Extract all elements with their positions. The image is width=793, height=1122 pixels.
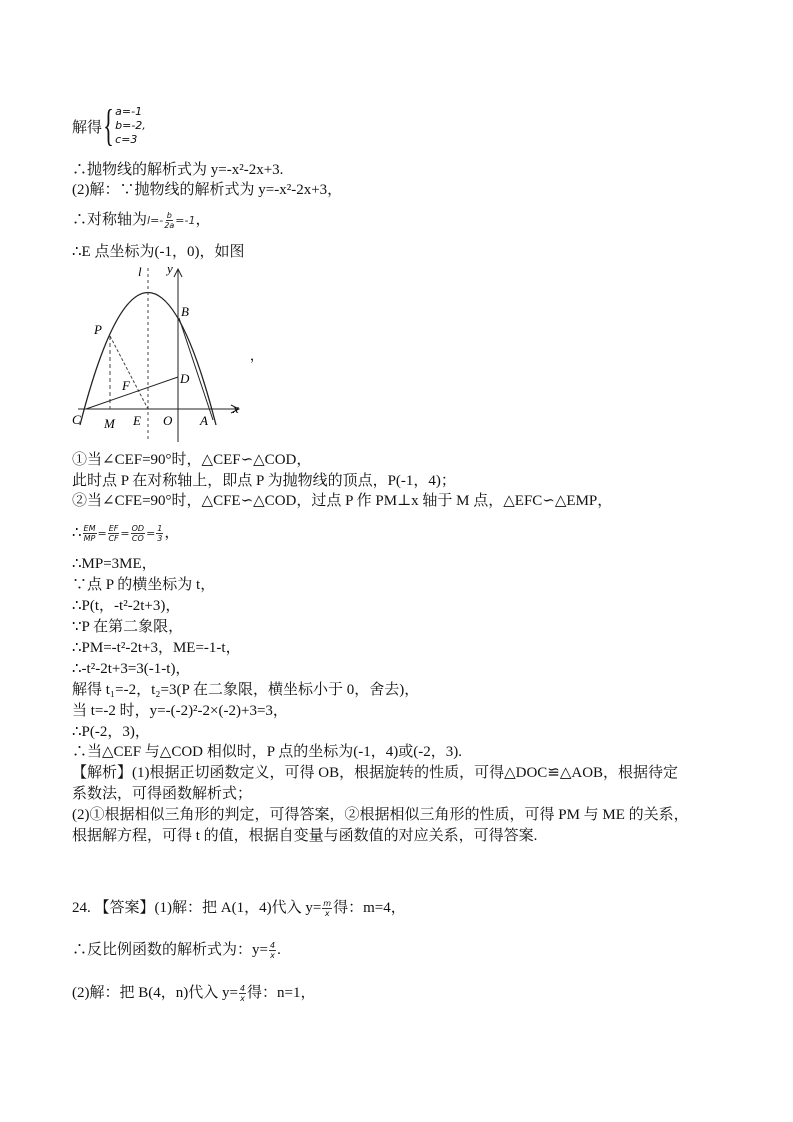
system-line: b=-2,	[115, 119, 146, 132]
answer24-line1: 24. 【答案】(1)解：把 A(1，4)代入 y= $\frac{m}{x}$ 得：m=4，	[72, 899, 406, 919]
analysis-line: (2)①根据相似三角形的判定，可得答案，②根据相似三角形的性质，可得 PM 与 ME 的关系，	[72, 807, 689, 823]
label-P: P	[94, 322, 102, 337]
text-line: ∵P 在第二象限，	[72, 619, 184, 635]
analysis-line: 根据解方程，可得 t 的值，根据自变量与函数值的对应关系，可得答案.	[72, 828, 538, 844]
analysis-line: 【解析】(1)根据正切函数定义，可得 OB，根据旋转的性质，可得△DOC≌△AOB，根据待定	[72, 765, 679, 781]
label-B: B	[181, 304, 189, 319]
answer24-line2: ∴反比例函数的解析式为：y= $\frac{4}{x}$ .	[72, 941, 281, 961]
fraction: $\frac{b}{2a}$	[164, 211, 175, 231]
text-line: 当 t=-2 时，y=-(-2)²-2×(-2)+3=3，	[72, 703, 288, 719]
label-F: F	[122, 378, 130, 393]
text: ∴对称轴为	[72, 212, 148, 228]
formula: l=-	[147, 214, 164, 227]
segment-PE	[110, 336, 148, 409]
brace: {	[103, 101, 114, 150]
text-line: ①当∠CEF=90°时，△CEF∽△COD，	[72, 452, 312, 468]
text-line: ∴P(t，-t²-2t+3)，	[72, 598, 181, 614]
text-line: ∴当△CEF 与△COD 相似时，P 点的坐标为(-1，4)或(-2，3).	[72, 744, 463, 760]
text-line: ∴PM=-t²-2t+3，ME=-1-t，	[72, 640, 241, 656]
label-O: O	[163, 413, 173, 428]
label-D: D	[180, 371, 190, 386]
answer24-line3: (2)解：把 B(4，n)代入 y= $\frac{4}{x}$ 得：n=1，	[72, 984, 316, 1004]
text-line: ∴-t²-2t+3=3(-1-t)，	[72, 661, 191, 677]
text-line: 解得 t₁=-2，t₂=3(P 在二象限，横坐标小于 0，舍去)，	[72, 682, 420, 698]
system-line: a=-1	[115, 105, 143, 118]
analysis-line: 系数法，可得函数解析式；	[72, 786, 253, 802]
system-prefix: 解得	[72, 119, 103, 136]
text-line: (2)解：∵抛物线的解析式为 y=-x²-2x+3，	[72, 182, 343, 198]
label-M: M	[104, 416, 115, 431]
text-line: ∴MP=3ME，	[72, 556, 157, 572]
text: ，	[195, 212, 211, 228]
label-l: l	[138, 264, 142, 279]
label-A: A	[200, 413, 208, 428]
label-y: y	[167, 261, 173, 276]
label-E: E	[133, 413, 141, 428]
formula: =-1	[175, 214, 196, 227]
text-line: ∴抛物线的解析式为 y=-x²-2x+3.	[72, 162, 284, 178]
segment-CD	[86, 377, 178, 409]
text-line: ②当∠CFE=90°时，△CFE∽△COD，过点 P 作 PM⊥x 轴于 M 点，△EFC∽△EMP，	[72, 493, 613, 509]
text-line: ∴P(-2，3)，	[72, 724, 150, 740]
line-BA	[179, 318, 213, 420]
label-x: x	[233, 401, 239, 416]
system-line: c=3	[115, 133, 138, 146]
text-line: 此时点 P 在对称轴上，即点 P 为抛物线的顶点，P(-1，4)；	[72, 473, 456, 489]
text-line: ∵点 P 的横坐标为 t，	[72, 577, 216, 593]
figure-comma: ，	[250, 348, 264, 363]
text-line: ∴E 点坐标为(-1，0)，如图	[72, 244, 245, 260]
label-C: C	[72, 412, 81, 427]
ratio-line: ∴ $\frac{EM}{MP}$ = $\frac{EF}{CF}$ = $\frac{OD}{CO}$ = $\frac{1}{3}$ ，	[72, 524, 180, 544]
